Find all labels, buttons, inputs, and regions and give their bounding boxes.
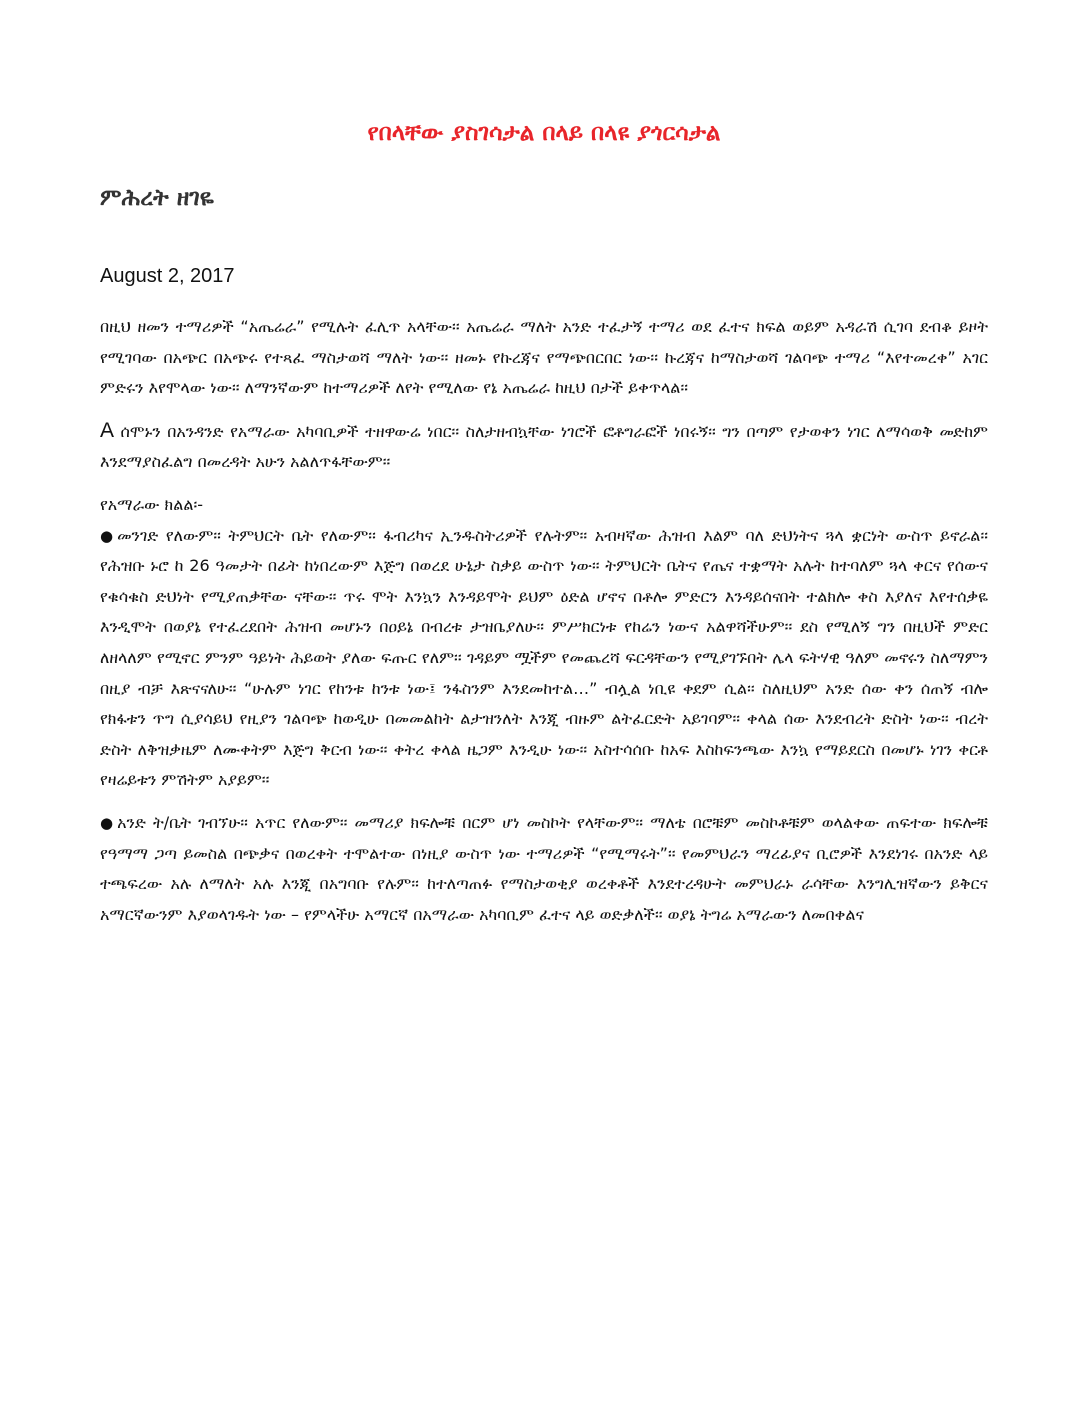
paragraph-region — [100, 521, 988, 796]
paragraph-region-text: መንገድ የለውም፡፡ ትምህርት ቤት የለውም፡፡ ፋብሪካና ኢንዱስትሪዎች የሉትም፡፡ አብዛኛው ሕዝብ እልም ባለ ድህነትና ጓላ ቋርነት ውስጥ ይኖራል፡፡ የሕዝቡ ኑሮ ከ 26 ዓመታት በፊት ከነበረውም እጅግ በወረደ ሁኔታ ስቃይ ውስጥ ነው፡፡ ትምህርት ቤትና የጤና ተቋማት አሉት ከተባለም ጓላ ቀርና የሰውና የቁሳቁስ ድህነት የሚያጠቃቸው ናቸው፡፡ ጥሩ ሞት እንኳን እንዳይሞት ይህም ዕድል ሆኖና በቶሎ ምድርን እንዳይሰናበት ተልክሎ ቀስ እያለና እየተሰቃዬ እንዲሞት በወያኔ የተፈረደበት ሕዝብ መሆኑን በዐይኔ በብረቱ ታዝቤያለሁ፡፡ ምሥክርነቱ የከሬን ነውና አልዋሻችሁም፡፡ ደስ የሚለኝ ግን በዚህች ምድር ለዘላለም የሚኖር ምንም ዓይነት ሕይወት ያለው ፍጡር የለም፡፡ ገዳይም ሟችም የመጨረሻ ፍርዳቸውን የሚያገኙበት ሌላ ፍትሃዊ ዓለም መኖሩን ስለማምን በዚያ ብቻ እጽናናለሁ፡፡ “ሁሉም ነገር የከንቱ ከንቱ ነው፤ ንፋስንም እንደመከተል…” ብሏል ነቢዩ ቀደም ሲል፡፡ ስለዚህም አንድ ሰው ቀን ሰጠኝ ብሎ የክፋቱን ጥግ ሲያሳይህ የዚያን ገልባጭ ከወዲሁ በመመልከት ልታዝንለት እንጂ ብዙም ልትፈርድት አይገባም፡፡ ቀላል ሰው እንደብረት ድስት ነው፡፡ ብረት ድስት ለቅዝቃዜም ለሙቀትም እጅግ ቅርብ ነው፡፡ ቀትረ ቀላል ዜጋም እንዲሁ ነው፡፡ አስተሳሰቡ ከአፍ እስከፍንጫው እንኳ የማይደርስ በመሆኑ ነገን ቀርቶ የዛሬይቱን ምሽትም አያይም፡፡ — [100, 525, 988, 790]
author-name: ምሕረት ዘገዬ — [100, 185, 214, 211]
bullet-icon: ● — [100, 813, 114, 832]
article-body — [100, 312, 988, 930]
paragraph-intro: በዚህ ዘመን ተማሪዎች “አጤሬራ” የሚሉት ፈሊጥ አላቸው፡፡ አጤሬራ ማለት አንድ ተፈታኝ ተማሪ ወደ ፈተና ክፍል ወይም አዳራሽ ሲገባ ደብቆ ይዞት የሚገባው በአጭር በአጭሩ የተጻፈ ማስታወሻ ማለት ነው፡፡ ዘመኑ የኩረጃና የማጭበርበር ነው፡፡ ኩረጃና ከማስታወሻ ገልባጭ ተማሪ “እየተመረቀ” አገር ምድሩን እየሞላው ነው፡፡ ለማንኛውም ከተማሪዎች ለየት የሚለው የኔ አጤሬራ ከዚህ በታች ይቀጥላል፡፡ — [100, 317, 988, 398]
paragraph-school — [100, 808, 988, 930]
section-heading: የአማራው ክልል፡- — [100, 494, 204, 514]
paragraph-travel-text: ሰሞኑን በአንዳንድ የአማራው አካባቢዎች ተዘዋውሬ ነበር፡፡ ስለታዘብኳቸው ነገሮች ፎቶግራፎች ነበሩኝ፡፡ ግን በጣም የታወቀን ነገር ለማሳወቅ መድከም እንደማያስፈልግ በመረዳት አሁን አልለጥፋቸውም፡፡ — [100, 421, 988, 472]
article-title: የበላቸው ያስገሳታል በላይ በላዩ ያጎርሳታል — [367, 120, 721, 146]
publish-date: August 2, 2017 — [100, 265, 235, 287]
paragraph-travel — [100, 416, 988, 478]
paragraph-school-text: አንድ ት/ቤት ገብኘሁ፡፡ አጥር የለውም፡፡ መማሪያ ክፍሎቹ በርም ሆነ መስኮት የላቸውም፡፡ ማለቴ በሮቹም መስኮቶቹም ወላልቀው ጠፍተው ክፍሎቹ የዓማማ ጋጣ ይመስል በጭቃና በወረቀት ተሞልተው በነዚያ ውስጥ ነው ተማሪዎች “የሚማሩት”፡፡ የመምህራን ማረፊያና ቢሮዎች እንደነገሩ በአንድ ላይ ተጫፍረው አሉ ለማለት አሉ እንጂ በአግባቡ የሉም፡፡ ከተለጣጠፉ የማስታወቂያ ወረቀቶች እንደተረዳሁት መምህራኑ ራሳቸው እንግሊዝኛውን ይቅርና አማርኛውንም እያወላገዱት ነው – የምላችሁ አማርኛ በአማራው አካባቢም ፈተና ላይ ወድቃለች፡፡ ወያኔ ትግሬ አማራውን ለመበቀልና — [100, 812, 988, 924]
paragraph-lead-letter: A — [100, 418, 115, 442]
bullet-icon: ● — [100, 526, 114, 545]
